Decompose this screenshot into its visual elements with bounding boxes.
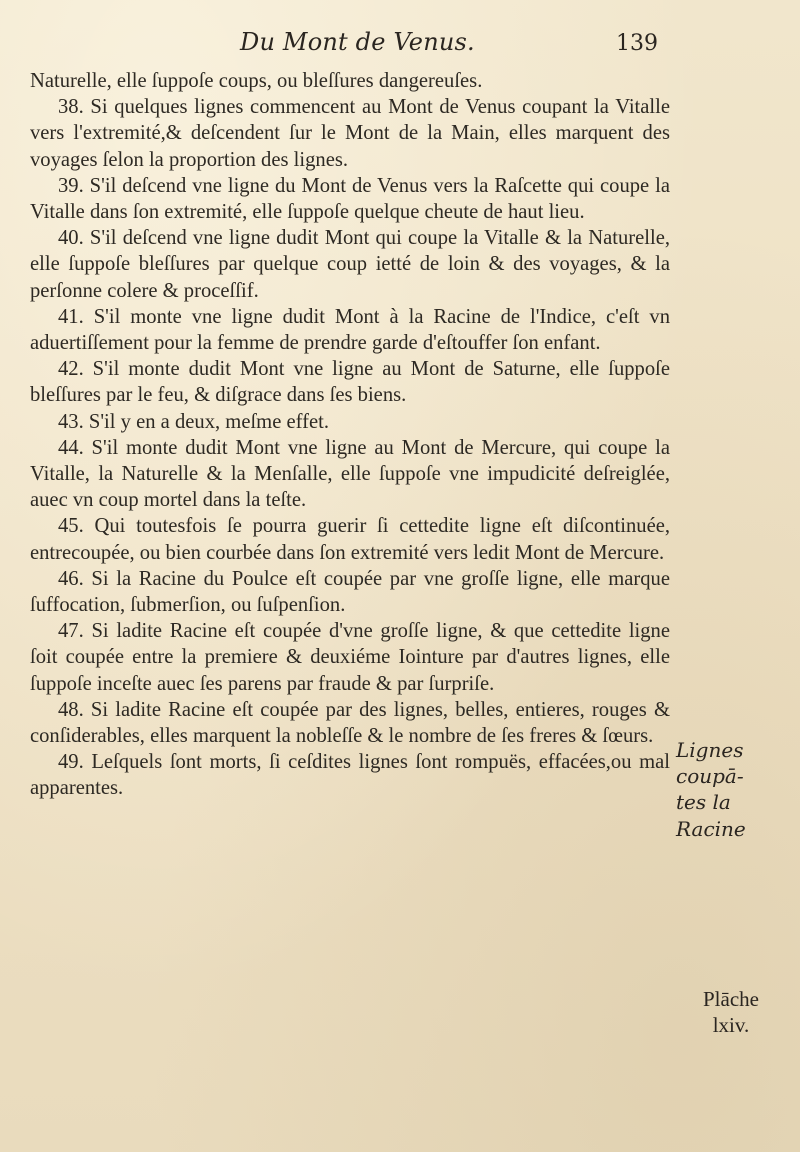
margin-note-line: coupā-	[676, 764, 744, 789]
margin-note-line: tes la	[676, 790, 731, 815]
running-head	[0, 28, 800, 68]
paragraph-48: 48. Si ladite Racine eſt coupée par des lignes, belles, entieres, rouges & conſiderables, elles marquent la nobleſſe & le nombre de ſes freres & ſœurs.	[30, 698, 670, 748]
margin-note-line: Racine	[676, 816, 746, 841]
page-title: Du Mont de Venus.	[240, 28, 475, 56]
continued-line: Naturelle, elle ſuppoſe coups, ou bleſſures dangereuſes.	[30, 70, 483, 92]
body-text	[30, 68, 670, 802]
margin-note-lignes	[676, 737, 776, 842]
margin-note-line: Plāche	[703, 987, 759, 1011]
page-number: 139	[616, 31, 658, 56]
paragraph-46: 46. Si la Racine du Poulce eſt coupée par vne groſſe ligne, elle marque ſuffocation, ſubmerſion, ou ſuſpenſion.	[30, 567, 670, 617]
margin-note-line: Lignes	[676, 738, 744, 762]
paragraph-39: 39. S'il deſcend vne ligne du Mont de Venus vers la Raſcette qui coupe la Vitalle dans ſon extremité, elle ſuppoſe quelque cheute de haut lieu.	[30, 174, 670, 224]
paragraph-47: 47. Si ladite Racine eſt coupée d'vne groſſe ligne, & que cettedite ligne ſoit coupée entre la premiere & deuxiéme Iointure par d'autres lignes, elle ſuppoſe inceſte auec ſes parens par fraude & par ſurpriſe.	[30, 620, 670, 695]
paragraph-45: 45. Qui toutesfois ſe pourra guerir ſi cettedite ligne eſt diſcontinuée, entrecoupée, ou bien courbée dans ſon extremité vers ledit Mont de Mercure.	[30, 515, 670, 564]
margin-note-planche	[676, 986, 786, 1038]
paragraph-42: 42. S'il monte dudit Mont vne ligne au Mont de Saturne, elle ſuppoſe bleſſures par le feu, & diſgrace dans ſes biens.	[30, 358, 670, 407]
paragraph-38: 38. Si quelques lignes commencent au Mont de Venus coupant la Vitalle vers l'extremité,& deſcendent ſur le Mont de la Main, elles marquent des voyages ſelon la proportion des lignes.	[30, 96, 670, 171]
paragraph-44: 44. S'il monte dudit Mont vne ligne au Mont de Mercure, qui coupe la Vitalle, la Naturelle & la Menſalle, elle ſuppoſe vne impudicité deſreiglée, auec vn coup mortel dans la teſte.	[30, 436, 670, 512]
paragraph-43: 43. S'il y en a deux, meſme effet.	[58, 410, 329, 433]
paragraph-41: 41. S'il monte vne ligne dudit Mont à la Racine de l'Indice, c'eſt vn aduertiſſement pour la femme de prendre garde d'eſtouffer ſon enfant.	[30, 305, 670, 355]
paragraph-49: 49. Leſquels ſont morts, ſi ceſdites lignes ſont rompuës, effacées,ou mal apparentes.	[30, 751, 670, 800]
paragraph-40: 40. S'il deſcend vne ligne dudit Mont qui coupe la Vitalle & la Naturelle, elle ſuppoſe bleſſures par quelque coup ietté de loin & des voyages, & la perſonne colere & proceſſif.	[30, 227, 670, 302]
margin-note-line: lxiv.	[712, 1013, 750, 1038]
